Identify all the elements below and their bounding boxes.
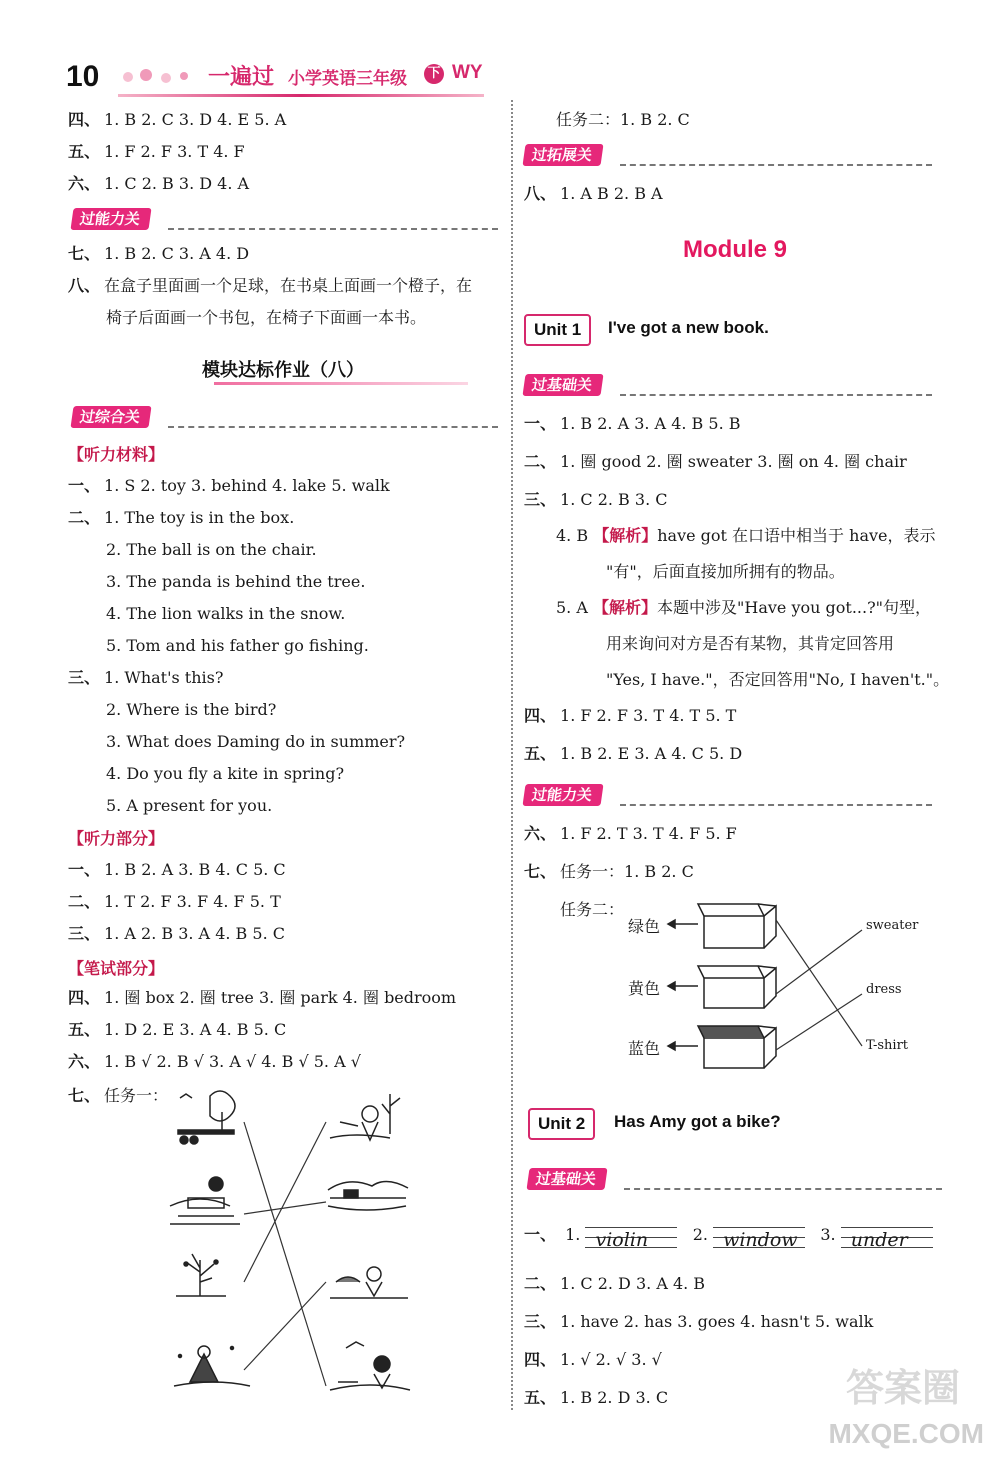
color-label: 绿色: [628, 917, 661, 936]
handwriting-slot: under: [841, 1221, 933, 1251]
badge-divider: [624, 1188, 942, 1190]
subsection-label: 【听力材料】: [68, 445, 165, 464]
box-icon-blue: [698, 1026, 776, 1068]
section-badge: 过能力关: [522, 784, 603, 806]
answer-row-continued: 4. The lion walks in the snow.: [106, 604, 346, 623]
module-title: Module 9: [683, 236, 788, 263]
answer-row-continued: 任务二：1. B 2. C: [556, 110, 690, 129]
section-badge: 过拓展关: [522, 144, 603, 166]
section-badge: 过能力关: [70, 208, 151, 230]
answer-row-continued: 2. Where is the bird?: [106, 700, 277, 719]
header-rule: [118, 94, 484, 97]
answer-row: 六、 1. C 2. B 3. D 4. A: [68, 174, 250, 193]
answer-row: 四、 1. √ 2. √ 3. √: [524, 1350, 662, 1369]
handwriting-slot: window: [713, 1221, 805, 1251]
badge-divider: [168, 228, 498, 230]
scene-right-3-icon: [330, 1267, 408, 1298]
analysis-row-continued: "Yes, I have."，否定回答用"No, I haven't."。: [606, 670, 950, 689]
answer-row: 一、 1. S 2. toy 3. behind 4. lake 5. walk: [68, 476, 390, 495]
color-label: 黄色: [628, 979, 661, 998]
analysis-row-continued: "有"，后面直接加所拥有的物品。: [606, 562, 845, 581]
box-icon-yellow: [698, 966, 776, 1008]
page-number: 10: [66, 60, 100, 93]
answer-row: 三、 1. A 2. B 3. A 4. B 5. C: [68, 924, 285, 943]
analysis-row-continued: 用来询问对方是否有某物，其肯定回答用: [606, 634, 895, 653]
section-badge: 过基础关: [526, 1168, 607, 1190]
edition-label: WY: [452, 62, 483, 83]
answer-row: 一、 1. B 2. A 3. B 4. C 5. C: [68, 860, 286, 879]
answer-row-continued: 5. A present for you.: [106, 796, 273, 815]
answer-row: 五、 1. F 2. F 3. T 4. F: [68, 142, 245, 161]
answer-row: 三、 1. have 2. has 3. goes 4. hasn't 5. walk: [524, 1312, 874, 1331]
answer-row: 五、 1. B 2. D 3. C: [524, 1388, 669, 1407]
scene-right-1-icon: [330, 1094, 400, 1140]
badge-divider: [620, 804, 932, 806]
section-badge: 过基础关: [522, 374, 603, 396]
answer-row: 四、 1. 圈 box 2. 圈 tree 3. 圈 park 4. 圈 bedroom: [68, 988, 457, 1007]
watermark-logo: 答案圈: [845, 1366, 960, 1410]
brand-logo: 一遍过: [208, 65, 275, 90]
answer-row: 六、 1. F 2. T 3. T 4. F 5. F: [524, 824, 737, 843]
box-icon-green: [698, 904, 776, 948]
answer-row: 六、 1. B √ 2. B √ 3. A √ 4. B √ 5. A √: [68, 1052, 361, 1071]
answer-row: 四、 1. F 2. F 3. T 4. T 5. T: [524, 706, 737, 725]
answer-row: 二、 1. C 2. D 3. A 4. B: [524, 1274, 706, 1293]
answer-row: 一、 1. B 2. A 3. A 4. B 5. B: [524, 414, 741, 433]
box-matching-diagram: [660, 896, 870, 1076]
answer-row-continued: 4. Do you fly a kite in spring?: [106, 764, 345, 783]
arrow-left-icon: [668, 920, 698, 928]
column-divider: [511, 100, 513, 1410]
unit-title: Has Amy got a bike?: [614, 1112, 781, 1131]
book-title: 小学英语三年级: [288, 69, 407, 89]
answer-row: 二、 1. 圈 good 2. 圈 sweater 3. 圈 on 4. 圈 chair: [524, 452, 907, 471]
section-badge: 过综合关: [70, 406, 151, 428]
scene-left-3-icon: [176, 1254, 226, 1296]
matching-lines: [776, 920, 862, 1050]
answer-row: 八、 在盒子里面画一个足球，在书桌上面画一个橙子，在: [68, 276, 473, 295]
answer-row: 八、 1. A B 2. B A: [524, 184, 663, 203]
answer-row-continued: 椅子后面画一个书包，在椅子下面画一本书。: [106, 308, 427, 327]
answer-row: 三、 1. What's this?: [68, 668, 224, 687]
answer-row-continued: 2. The ball is on the chair.: [106, 540, 317, 559]
answer-row: 七、 任务一：: [68, 1086, 169, 1105]
answer-row: 五、 1. D 2. E 3. A 4. B 5. C: [68, 1020, 287, 1039]
scene-right-4-icon: [330, 1342, 410, 1390]
clothing-label: dress: [866, 982, 902, 997]
clothing-label: sweater: [866, 918, 919, 933]
watermark-url: MXQE.COM: [828, 1418, 984, 1449]
unit-tag: Unit 1: [524, 314, 591, 346]
color-label: 蓝色: [628, 1039, 661, 1058]
answer-row: 四、 1. B 2. C 3. D 4. E 5. A: [68, 110, 287, 129]
arrow-left-icon: [668, 982, 698, 990]
matching-illustration: [160, 1086, 420, 1406]
answer-row-continued: 5. Tom and his father go fishing.: [106, 636, 369, 655]
matching-lines: [244, 1122, 326, 1386]
analysis-row: 4. B 【解析】have got 在口语中相当于 have，表示: [556, 526, 936, 545]
answer-row: 七、 1. B 2. C 3. A 4. D: [68, 244, 250, 263]
answer-row: 二、 1. T 2. F 3. F 4. F 5. T: [68, 892, 281, 911]
subsection-label: 【笔试部分】: [68, 959, 165, 978]
scene-left-2-icon: [170, 1177, 240, 1224]
badge-divider: [168, 426, 498, 428]
badge-divider: [620, 394, 932, 396]
badge-divider: [620, 164, 932, 166]
answer-row: 三、 1. C 2. B 3. C: [524, 490, 668, 509]
answer-row-continued: 3. The panda is behind the tree.: [106, 572, 366, 591]
scene-right-2-icon: [328, 1181, 408, 1210]
term-badge: 下: [424, 64, 444, 84]
unit-tag: Unit 2: [528, 1108, 595, 1140]
task-label: 任务二：: [560, 900, 625, 919]
answer-row: 二、 1. The toy is in the box.: [68, 508, 295, 527]
answer-row: 一、 1. violin 2. window 3. under: [524, 1220, 933, 1251]
handwriting-slot: violin: [585, 1221, 677, 1251]
answer-row-continued: 3. What does Daming do in summer?: [106, 732, 406, 751]
arrow-left-icon: [668, 1042, 698, 1050]
section-title-bar: [214, 382, 468, 385]
answer-row: 七、 任务一：1. B 2. C: [524, 862, 694, 881]
subsection-label: 【听力部分】: [68, 829, 165, 848]
answer-row: 五、 1. B 2. E 3. A 4. C 5. D: [524, 744, 743, 763]
scene-left-1-icon: [178, 1091, 235, 1144]
analysis-row: 5. A 【解析】本题中涉及"Have you got...?"句型，: [556, 598, 932, 617]
brand-decoration-icon: [118, 66, 198, 88]
clothing-label: T-shirt: [866, 1038, 909, 1053]
scene-left-4-icon: [174, 1346, 250, 1386]
unit-title: I've got a new book.: [608, 318, 769, 337]
section-title: 模块达标作业（八）: [202, 360, 364, 381]
